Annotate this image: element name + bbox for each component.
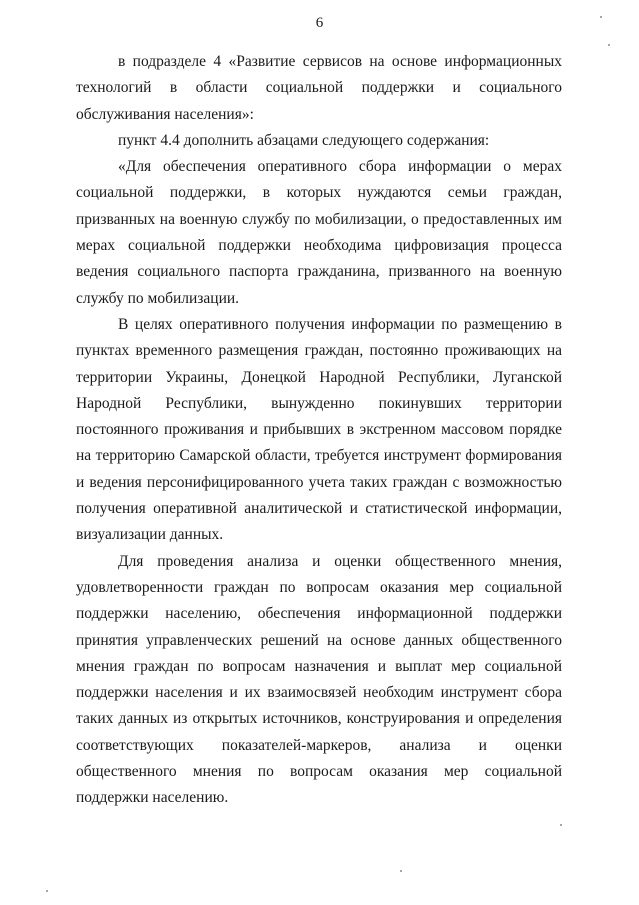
paragraph-temporary-accommodation: В целях оперативного получения информации по размещению в пунктах временного размещения граждан, постоянно проживающих на территории Украины, Донецкой Народной Республики, Луганской Народной Республики, вынужденно покинувших территории постоянного проживания и прибывших в экстренном массовом порядке на территорию Самарской области, требуется инструмент формирования и ведения персонифицированного учета таких граждан с возможностью получения оперативной аналитической и статистической информации, визуализации данных. [76, 315, 562, 544]
page-number: 6 [315, 15, 324, 31]
paragraph-amendment-instruction: пункт 4.4 дополнить абзацами следующего содержания: [118, 131, 490, 149]
scan-speck [608, 44, 610, 46]
scan-speck [46, 890, 48, 892]
scan-speck [400, 870, 402, 872]
scan-speck [560, 824, 562, 826]
paragraph-mobilization-passport: «Для обеспечения оперативного сбора информации о мерах социальной поддержки, в которых нуждаются семьи граждан, призванных на военную службу по мобилизации, о предоставленных им мерах социальной поддержки необходима цифровизация процесса ведения социального паспорта гражданина, призванного на военную службу по мобилизации. [76, 158, 562, 307]
paragraph-public-opinion: Для проведения анализа и оценки общественного мнения, удовлетворенности граждан по вопросам оказания мер социальной поддержки населению, обеспечения информационной поддержки принятия управленческих решений на основе данных общественного мнения граждан по вопросам назначения и выплат мер социальной поддержки населения и их взаимосвязей необходим инструмент сбора таких данных из открытых источников, конструирования и определения соответствующих показателей-маркеров, анализа и оценки общественного мнения по вопросам оказания мер социальной поддержки населению. [76, 552, 562, 807]
paragraph-subsection-reference: в подразделе 4 «Развитие сервисов на основе информационных технологий в области социальной поддержки и социального обслуживания населения»: [76, 53, 562, 123]
scan-speck [600, 16, 602, 18]
document-body [76, 49, 562, 812]
